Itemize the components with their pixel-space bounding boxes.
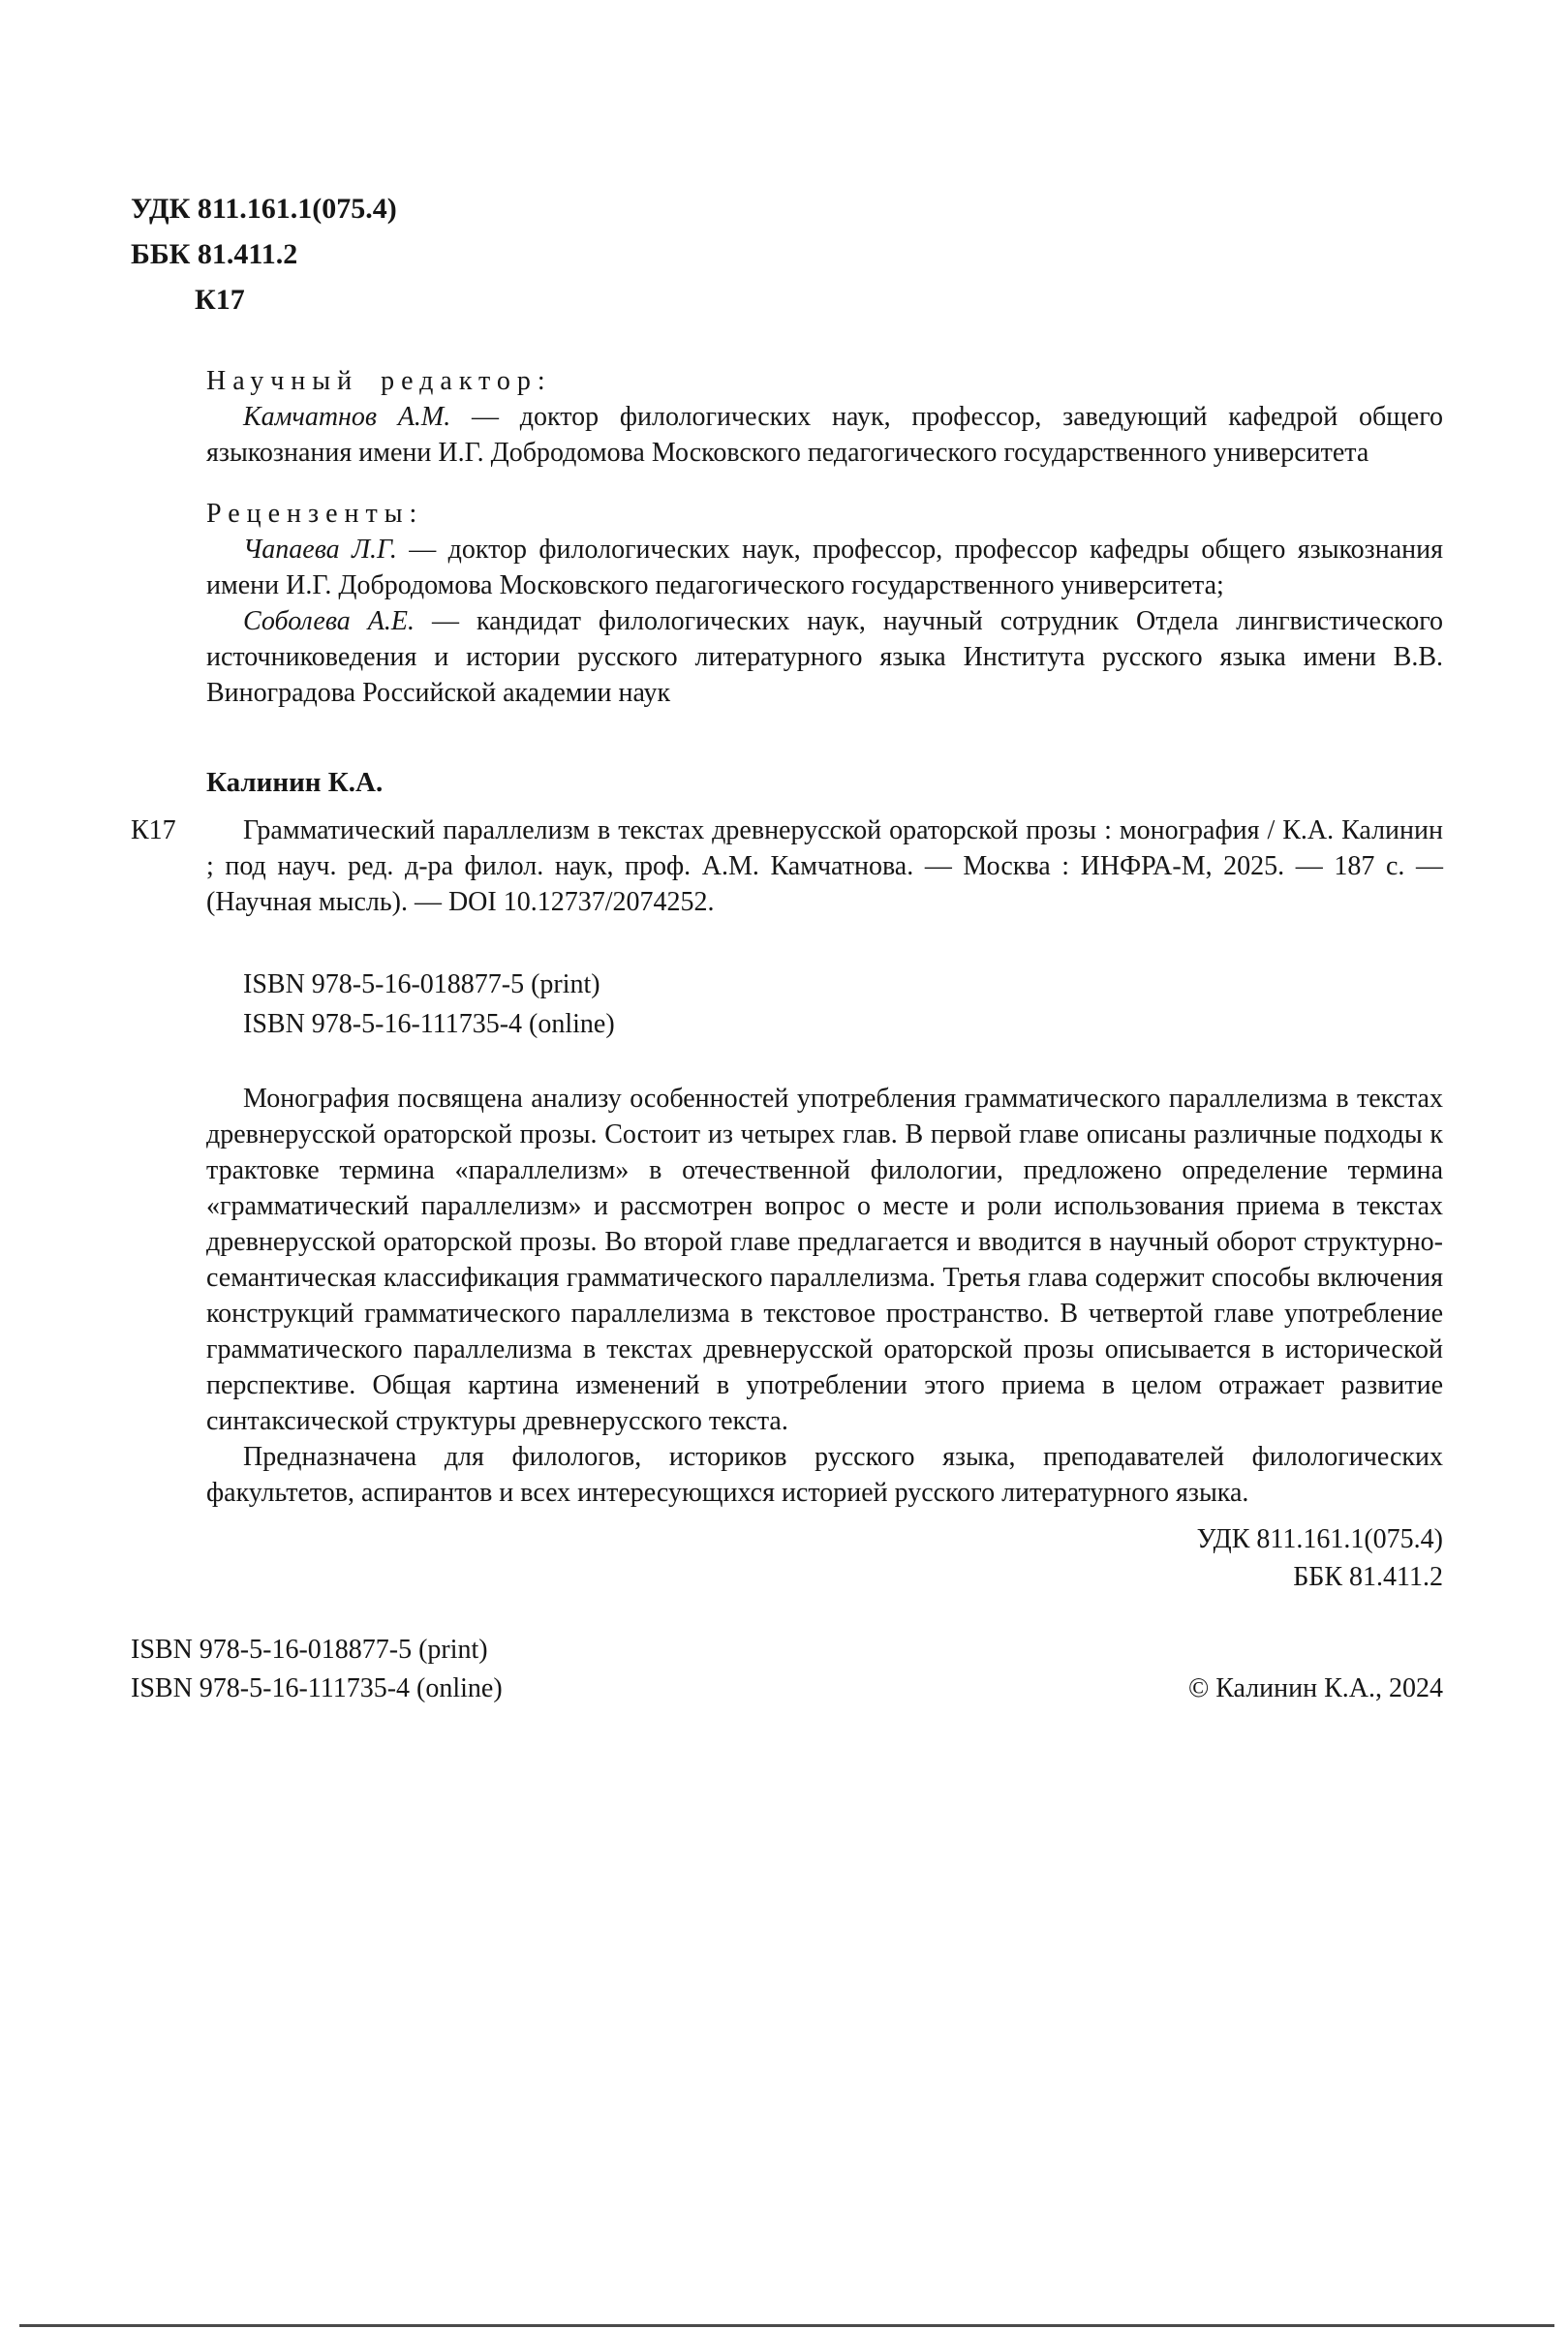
science-editor-description: — доктор филологических наук, профессор, заведующий кафедрой общего языкознания имени И.Г. Добродомова Московского педагогического государственного университета <box>206 402 1444 468</box>
reviewer-entry <box>206 532 1443 603</box>
author-sign-code-top: К17 <box>195 284 245 316</box>
reviewer-description: — доктор филологических наук, профессор, профессор кафедры общего языкознания имени И.Г. Добродомова Московского педагогического государственного университета; <box>206 535 1444 600</box>
reviewers-heading: Рецензенты: <box>206 499 424 529</box>
classification-codes-top <box>131 186 1443 322</box>
isbn-print-bottom: ISBN 978-5-16-018877-5 (print) <box>131 1635 488 1665</box>
isbn-online: ISBN 978-5-16-111735-4 (online) <box>243 1009 615 1039</box>
annotation-paragraph: Монография посвящена анализу особенностей употребления грамматического параллелизма в текстах древнерусской ораторской прозы. Состоит из четырех глав. В первой главе описаны различные подходы к трактовке термина «параллелизм» в отечественной филологии, предложено определение термина «грамматический параллелизм» и рассмотрен вопрос о месте и роли использования приема в текстах древнерусской ораторской прозы. Во второй главе предлагается и вводится в научный оборот структурно-семантическая классификация грамматического параллелизма. Третья глава содержит способы включения конструкций грамматического параллелизма в текстовое пространство. В четвертой главе употребление грамматического параллелизма в текстах древнерусской ораторской прозы описывается в исторической перспективе. Общая картина изменений в употреблении этого приема в целом отражает развитие синтаксической структуры древнерусского текста. <box>206 1084 1443 1436</box>
science-editor-heading: Научный редактор: <box>206 366 552 396</box>
udk-code-top: УДК 811.161.1(075.4) <box>131 193 397 225</box>
science-editor-name: Камчатнов А.М. <box>243 402 451 432</box>
isbn-print: ISBN 978-5-16-018877-5 (print) <box>243 969 600 999</box>
udk-code-bottom: УДК 811.161.1(075.4) <box>1196 1524 1443 1554</box>
annotation-section <box>206 1081 1443 1511</box>
author-heading: Калинин К.А. <box>206 767 384 798</box>
annotation-paragraph: Предназначена для филологов, историков русского языка, преподавателей филологических факультетов, аспирантов и всех интересующихся историей русского литературного языка. <box>206 1442 1443 1508</box>
bibliographic-description: Грамматический параллелизм в текстах древнерусской ораторской прозы : монография / К.А. Калинин ; под науч. ред. д-ра филол. наук, проф. А.М. Камчатнова. — Москва : ИНФРА-М, 2025. — 187 с. — (Научная мысль). — DOI 10.12737/2074252. <box>206 815 1443 917</box>
bibliographic-record <box>131 812 1443 920</box>
bottom-row <box>131 1631 1443 1708</box>
science-editor-section <box>206 363 1443 471</box>
isbn-block-bottom <box>131 1631 503 1708</box>
reviewer-name: Чапаева Л.Г. <box>243 535 397 565</box>
scan-edge-artifact <box>19 2324 1554 2327</box>
bbk-code-bottom: ББК 81.411.2 <box>1293 1562 1443 1592</box>
isbn-online-bottom: ISBN 978-5-16-111735-4 (online) <box>131 1673 503 1703</box>
reviewer-entry <box>206 603 1443 711</box>
copyright-notice: © Калинин К.А., 2024 <box>1187 1673 1443 1703</box>
reviewer-name: Соболева А.Е. <box>243 606 415 636</box>
science-editor-entry <box>206 399 1443 471</box>
isbn-block-middle <box>243 965 1443 1044</box>
reviewers-section <box>206 496 1443 711</box>
classification-codes-bottom <box>206 1520 1443 1596</box>
reviewer-description: — кандидат филологических наук, научный сотрудник Отдела лингвистического источниковедения и истории русского литературного языка Института русского языка имени В.В. Виноградова Российской академии наук <box>206 606 1444 708</box>
main-text-block <box>131 363 1444 1596</box>
bbk-code-top: ББК 81.411.2 <box>131 238 298 270</box>
author-sign-code-margin: К17 <box>131 815 176 845</box>
